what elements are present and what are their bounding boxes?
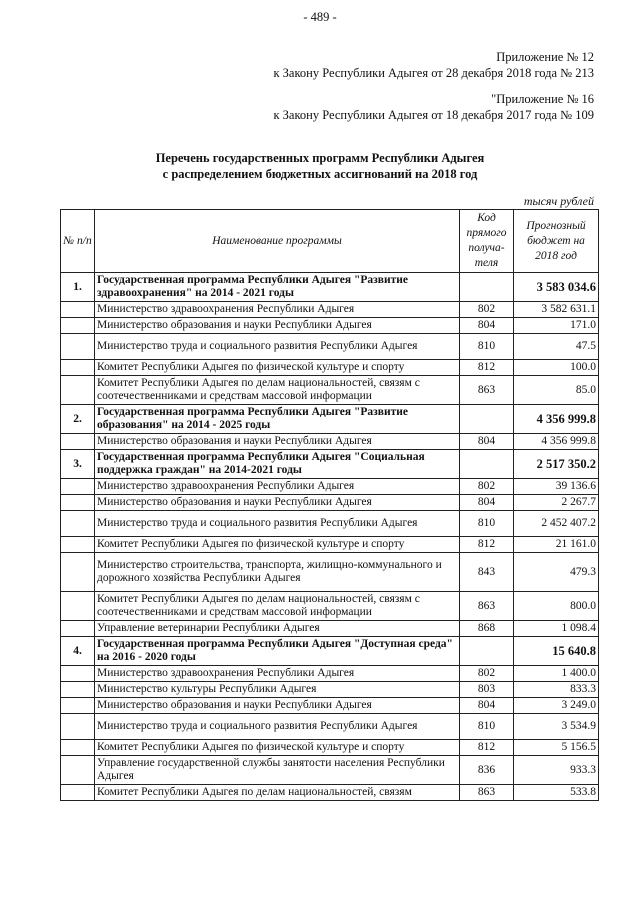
cell-name: Управление государственной службы занятости населения Республики Адыгея xyxy=(95,756,460,785)
cell-name: Министерство здравоохранения Республики Адыгея xyxy=(95,666,460,682)
table-row xyxy=(61,334,599,360)
cell-code: 868 xyxy=(460,621,514,637)
cell-name: Государственная программа Республики Адыгея "Доступная среда" на 2016 - 2020 годы xyxy=(95,637,460,666)
cell-amount: 479.3 xyxy=(514,553,599,592)
cell-num: 3. xyxy=(61,450,95,479)
cell-code xyxy=(460,450,514,479)
unit-label: тысяч рублей xyxy=(523,194,594,208)
cell-amount: 3 249.0 xyxy=(514,698,599,714)
cell-amount: 833.3 xyxy=(514,682,599,698)
cell-code: 843 xyxy=(460,553,514,592)
cell-num xyxy=(61,302,95,318)
cell-num: 2. xyxy=(61,405,95,434)
table-row xyxy=(61,450,599,479)
cell-name: Министерство культуры Республики Адыгея xyxy=(95,682,460,698)
cell-amount: 533.8 xyxy=(514,785,599,801)
cell-amount: 15 640.8 xyxy=(514,637,599,666)
cell-code: 812 xyxy=(460,537,514,553)
cell-code: 810 xyxy=(460,511,514,537)
cell-name: Комитет Республики Адыгея по делам национальностей, связям xyxy=(95,785,460,801)
cell-amount: 5 156.5 xyxy=(514,740,599,756)
table-row xyxy=(61,495,599,511)
cell-amount: 85.0 xyxy=(514,376,599,405)
table-row xyxy=(61,434,599,450)
title-line2: с распределением бюджетных ассигнований на 2018 год xyxy=(162,167,478,181)
cell-name: Государственная программа Республики Адыгея "Развитие здравоохранения" на 2014 - 2021 годы xyxy=(95,273,460,302)
cell-amount: 47.5 xyxy=(514,334,599,360)
cell-name: Министерство труда и социального развития Республики Адыгея xyxy=(95,714,460,740)
cell-amount: 2 517 350.2 xyxy=(514,450,599,479)
cell-num xyxy=(61,740,95,756)
cell-num xyxy=(61,537,95,553)
table-row xyxy=(61,698,599,714)
cell-num: 1. xyxy=(61,273,95,302)
cell-code: 804 xyxy=(460,698,514,714)
cell-amount: 3 583 034.6 xyxy=(514,273,599,302)
cell-code: 802 xyxy=(460,666,514,682)
budget-table xyxy=(60,209,599,801)
cell-code: 810 xyxy=(460,334,514,360)
cell-name: Государственная программа Республики Адыгея "Развитие образования" на 2014 - 2025 годы xyxy=(95,405,460,434)
annex-current-line2: к Закону Республики Адыгея от 28 декабря 2018 года № 213 xyxy=(273,66,594,80)
cell-name: Комитет Республики Адыгея по физической культуре и спорту xyxy=(95,360,460,376)
cell-name: Министерство здравоохранения Республики Адыгея xyxy=(95,302,460,318)
cell-num xyxy=(61,698,95,714)
annex-amended-line2: к Закону Республики Адыгея от 18 декабря 2017 года № 109 xyxy=(273,108,594,122)
table-row xyxy=(61,592,599,621)
table-row xyxy=(61,511,599,537)
table-row xyxy=(61,537,599,553)
cell-num xyxy=(61,756,95,785)
cell-name: Министерство образования и науки Республики Адыгея xyxy=(95,495,460,511)
cell-code: 863 xyxy=(460,376,514,405)
cell-num: 4. xyxy=(61,637,95,666)
cell-name: Комитет Республики Адыгея по физической культуре и спорту xyxy=(95,537,460,553)
page-number: - 489 - xyxy=(303,10,337,24)
table-row xyxy=(61,273,599,302)
table-row xyxy=(61,714,599,740)
cell-num xyxy=(61,495,95,511)
cell-amount: 2 267.7 xyxy=(514,495,599,511)
cell-amount: 800.0 xyxy=(514,592,599,621)
table-header-row xyxy=(61,210,599,273)
header-name: Наименование программы xyxy=(95,210,460,273)
title-line1: Перечень государственных программ Республики Адыгея xyxy=(155,151,485,165)
cell-amount: 3 582 631.1 xyxy=(514,302,599,318)
cell-num xyxy=(61,376,95,405)
cell-amount: 1 098.4 xyxy=(514,621,599,637)
cell-code: 812 xyxy=(460,360,514,376)
cell-code: 810 xyxy=(460,714,514,740)
cell-num xyxy=(61,360,95,376)
cell-amount: 3 534.9 xyxy=(514,714,599,740)
cell-code: 803 xyxy=(460,682,514,698)
cell-name: Комитет Республики Адыгея по делам национальностей, связям с соотечественниками и средствам массовой информации xyxy=(95,592,460,621)
cell-amount: 4 356 999.8 xyxy=(514,434,599,450)
cell-amount: 1 400.0 xyxy=(514,666,599,682)
cell-num xyxy=(61,592,95,621)
table-row xyxy=(61,360,599,376)
cell-amount: 100.0 xyxy=(514,360,599,376)
cell-name: Министерство труда и социального развития Республики Адыгея xyxy=(95,334,460,360)
header-code: Код прямого получа-теля xyxy=(460,210,514,273)
cell-num xyxy=(61,621,95,637)
cell-amount: 2 452 407.2 xyxy=(514,511,599,537)
header-num: № п/п xyxy=(61,210,95,273)
table-row xyxy=(61,479,599,495)
cell-num xyxy=(61,666,95,682)
cell-name: Министерство здравоохранения Республики Адыгея xyxy=(95,479,460,495)
table-row xyxy=(61,405,599,434)
cell-code xyxy=(460,405,514,434)
table-row xyxy=(61,756,599,785)
table-row xyxy=(61,376,599,405)
cell-code: 802 xyxy=(460,302,514,318)
cell-name: Министерство образования и науки Республики Адыгея xyxy=(95,318,460,334)
cell-code: 804 xyxy=(460,495,514,511)
document-title xyxy=(0,150,640,182)
table-row xyxy=(61,318,599,334)
table-row xyxy=(61,302,599,318)
cell-name: Управление ветеринарии Республики Адыгея xyxy=(95,621,460,637)
cell-num xyxy=(61,479,95,495)
cell-num xyxy=(61,334,95,360)
cell-code: 863 xyxy=(460,592,514,621)
cell-num xyxy=(61,553,95,592)
cell-amount: 21 161.0 xyxy=(514,537,599,553)
cell-num xyxy=(61,511,95,537)
cell-code: 804 xyxy=(460,434,514,450)
cell-name: Министерство образования и науки Республики Адыгея xyxy=(95,698,460,714)
cell-code: 836 xyxy=(460,756,514,785)
table-row xyxy=(61,637,599,666)
cell-name: Министерство образования и науки Республики Адыгея xyxy=(95,434,460,450)
header-budget: Прогнозный бюджет на 2018 год xyxy=(514,210,599,273)
cell-code: 802 xyxy=(460,479,514,495)
table-row xyxy=(61,785,599,801)
cell-amount: 4 356 999.8 xyxy=(514,405,599,434)
annex-amended-line1: "Приложение № 16 xyxy=(491,92,594,106)
table-row xyxy=(61,666,599,682)
table-row xyxy=(61,621,599,637)
annex-current-line1: Приложение № 12 xyxy=(496,50,594,64)
cell-code: 863 xyxy=(460,785,514,801)
cell-amount: 171.0 xyxy=(514,318,599,334)
cell-num xyxy=(61,318,95,334)
cell-amount: 39 136.6 xyxy=(514,479,599,495)
cell-amount: 933.3 xyxy=(514,756,599,785)
cell-num xyxy=(61,434,95,450)
table-row xyxy=(61,553,599,592)
table-row xyxy=(61,740,599,756)
cell-name: Комитет Республики Адыгея по делам национальностей, связям с соотечественниками и средствам массовой информации xyxy=(95,376,460,405)
cell-num xyxy=(61,714,95,740)
cell-code: 812 xyxy=(460,740,514,756)
cell-code xyxy=(460,637,514,666)
cell-code xyxy=(460,273,514,302)
cell-name: Министерство труда и социального развития Республики Адыгея xyxy=(95,511,460,537)
cell-num xyxy=(61,785,95,801)
cell-code: 804 xyxy=(460,318,514,334)
cell-name: Государственная программа Республики Адыгея "Социальная поддержка граждан" на 2014-2021 годы xyxy=(95,450,460,479)
cell-num xyxy=(61,682,95,698)
cell-name: Министерство строительства, транспорта, жилищно-коммунального и дорожного хозяйства Республики Адыгея xyxy=(95,553,460,592)
cell-name: Комитет Республики Адыгея по физической культуре и спорту xyxy=(95,740,460,756)
table-row xyxy=(61,682,599,698)
